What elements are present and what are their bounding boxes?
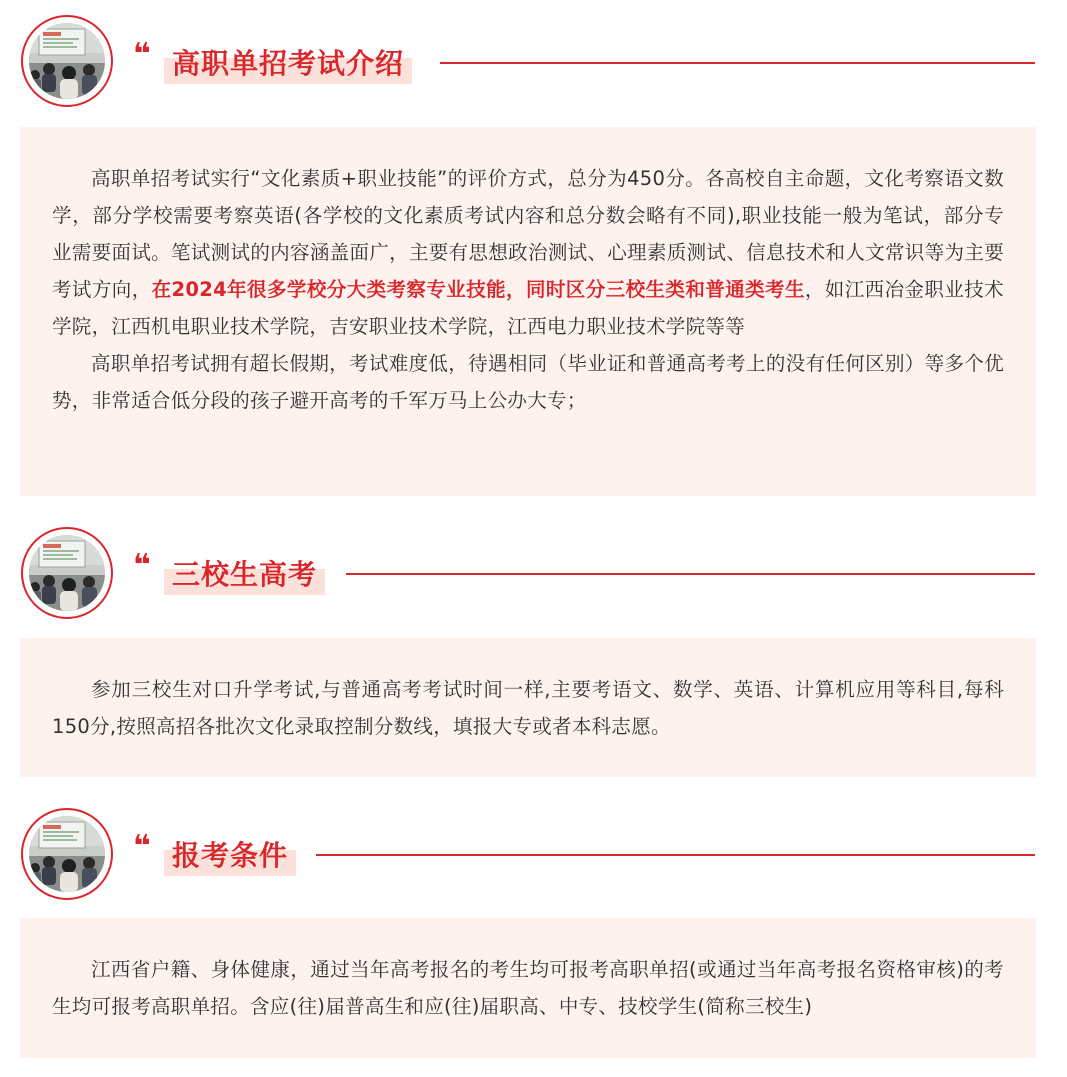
- section-title: [164, 834, 296, 878]
- paragraph: 高职单招考试实行“文化素质+职业技能”的评价方式，总分为450分。各高校自主命题，文化考察语文数学，部分学校需要考察英语(各学校的文化素质考试内容和总分数会略有不同),职业技能一般为笔试，部分专业需要面试。笔试测试的内容涵盖面广，主要有思想政治测试、心理素质测试、信息技术和人文常识等为主要考试方向，在2024年很多学校分大类考察专业技能，同时区分三校生类和普通类考生，如江西冶金职业技术学院，江西机电职业技术学院，吉安职业技术学院，江西电力职业技术学院等等: [52, 167, 1004, 338]
- section-title-text: 高职单招考试介绍: [172, 47, 405, 80]
- section-avatar: [21, 15, 113, 107]
- classroom-photo: [29, 535, 105, 611]
- classroom-photo: [29, 816, 105, 892]
- title-divider: [440, 62, 1035, 64]
- title-divider: [316, 854, 1035, 856]
- paragraph: 参加三校生对口升学考试,与普通高考考试时间一样,主要考语文、数学、英语、计算机应用等科目,每科150分,按照高招各批次文化录取控制分数线，填报大专或者本科志愿。: [52, 678, 1004, 738]
- section-avatar: [21, 527, 113, 619]
- quote-icon: ❝: [133, 37, 147, 72]
- paragraph: 高职单招考试拥有超长假期，考试难度低，待遇相同（毕业证和普通高考考上的没有任何区别）等多个优势，非常适合低分段的孩子避开高考的千军万马上公办大专；: [52, 352, 1004, 412]
- content-box: [20, 638, 1036, 777]
- section-title-text: 报考条件: [172, 839, 289, 872]
- quote-icon: ❝: [133, 829, 147, 864]
- title-divider: [346, 573, 1035, 575]
- content-box: [20, 918, 1036, 1058]
- section-title-text: 三校生高考: [172, 558, 318, 591]
- paragraph: 江西省户籍、身体健康，通过当年高考报名的考生均可报考高职单招(或通过当年高考报名资格审核)的考生均可报考高职单招。含应(往)届普高生和应(往)届职高、中专、技校学生(简称三校生): [52, 958, 1004, 1018]
- section-title: [164, 42, 412, 86]
- quote-icon: ❝: [133, 548, 147, 583]
- content-box: [20, 127, 1036, 496]
- classroom-photo: [29, 23, 105, 99]
- highlight-text: 在2024年很多学校分大类考察专业技能，同时区分三校生类和普通类考生: [151, 278, 805, 301]
- section-title: [164, 553, 325, 597]
- section-avatar: [21, 808, 113, 900]
